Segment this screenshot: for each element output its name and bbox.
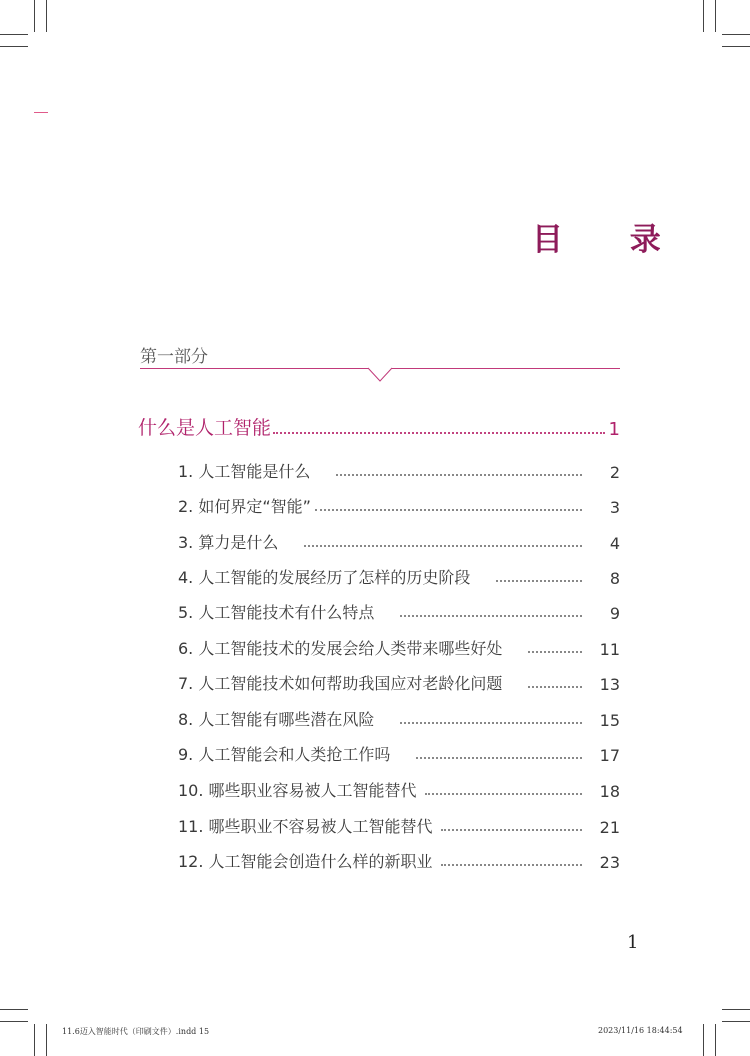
toc-entry[interactable] (178, 777, 620, 801)
crop-mark (722, 1021, 750, 1022)
entry-page: 9 (609, 604, 620, 623)
leader-dots (273, 432, 605, 434)
entry-page: 13 (599, 675, 620, 694)
leader-dots (528, 651, 581, 653)
crop-mark (46, 0, 47, 32)
entry-page: 11 (599, 640, 620, 659)
crop-mark (46, 1024, 47, 1056)
decorative-dash (34, 112, 48, 113)
toc-entry[interactable] (178, 741, 620, 765)
footer-file-info: 11.6迈入智能时代（印刷文件）.indd 15 (62, 1027, 210, 1036)
chapter-page: 1 (608, 419, 620, 440)
crop-mark (703, 0, 704, 32)
entry-page: 15 (599, 711, 620, 730)
entry-page: 3 (609, 498, 620, 517)
toc-entry[interactable] (178, 706, 620, 730)
toc-chapter[interactable] (138, 412, 620, 440)
crop-mark (0, 34, 28, 35)
crop-mark (703, 1024, 704, 1056)
toc-entry[interactable] (178, 529, 620, 553)
leader-dots (441, 829, 582, 831)
down-triangle-icon (367, 367, 393, 383)
entry-title: 5. 人工智能技术有什么特点 (178, 603, 375, 622)
entry-page: 2 (609, 463, 620, 482)
entry-page: 4 (609, 534, 620, 553)
entry-page: 8 (609, 569, 620, 588)
leader-dots (315, 509, 582, 511)
leader-dots (416, 757, 581, 759)
entry-title: 9. 人工智能会和人类抢工作吗 (178, 745, 391, 764)
toc-entry[interactable] (178, 599, 620, 623)
part-label: 第一部分 (140, 347, 208, 367)
footer-timestamp: 2023/11/16 18:44:54 (598, 1026, 683, 1035)
entry-title: 8. 人工智能有哪些潜在风险 (178, 710, 375, 729)
crop-mark (722, 1009, 750, 1010)
crop-mark (0, 46, 28, 47)
entry-title: 1. 人工智能是什么 (178, 462, 311, 481)
toc-entry[interactable] (178, 493, 620, 517)
page-title: 目 录 (532, 222, 689, 258)
entry-title: 7. 人工智能技术如何帮助我国应对老龄化问题 (178, 674, 503, 693)
crop-mark (0, 1021, 28, 1022)
leader-dots (400, 722, 581, 724)
entry-title: 2. 如何界定“智能” (178, 497, 311, 516)
chapter-title: 什么是人工智能 (138, 417, 272, 439)
toc-entry[interactable] (178, 635, 620, 659)
toc-entry[interactable] (178, 813, 620, 837)
crop-mark (715, 0, 716, 32)
entry-title: 10. 哪些职业容易被人工智能替代 (178, 781, 417, 800)
entry-page: 21 (599, 818, 620, 837)
entry-title: 6. 人工智能技术的发展会给人类带来哪些好处 (178, 639, 503, 658)
toc-entry[interactable] (178, 564, 620, 588)
toc-entry[interactable] (178, 670, 620, 694)
leader-dots (441, 864, 582, 866)
entry-title: 4. 人工智能的发展经历了怎样的历史阶段 (178, 568, 471, 587)
toc-entry[interactable] (178, 458, 620, 482)
crop-mark (34, 1024, 35, 1056)
entry-page: 17 (599, 746, 620, 765)
page-number: 1 (627, 932, 639, 953)
leader-dots (496, 580, 582, 582)
entry-title: 12. 人工智能会创造什么样的新职业 (178, 852, 433, 871)
leader-dots (528, 686, 581, 688)
leader-dots (425, 793, 582, 795)
entry-title: 3. 算力是什么 (178, 533, 279, 552)
leader-dots (336, 474, 582, 476)
entry-title: 11. 哪些职业不容易被人工智能替代 (178, 817, 433, 836)
entry-page: 23 (599, 853, 620, 872)
crop-mark (722, 46, 750, 47)
crop-mark (34, 0, 35, 32)
crop-mark (715, 1024, 716, 1056)
toc-entry[interactable] (178, 848, 620, 872)
leader-dots (400, 615, 582, 617)
crop-mark (0, 1009, 28, 1010)
crop-mark (722, 34, 750, 35)
leader-dots (304, 545, 582, 547)
entry-page: 18 (599, 782, 620, 801)
